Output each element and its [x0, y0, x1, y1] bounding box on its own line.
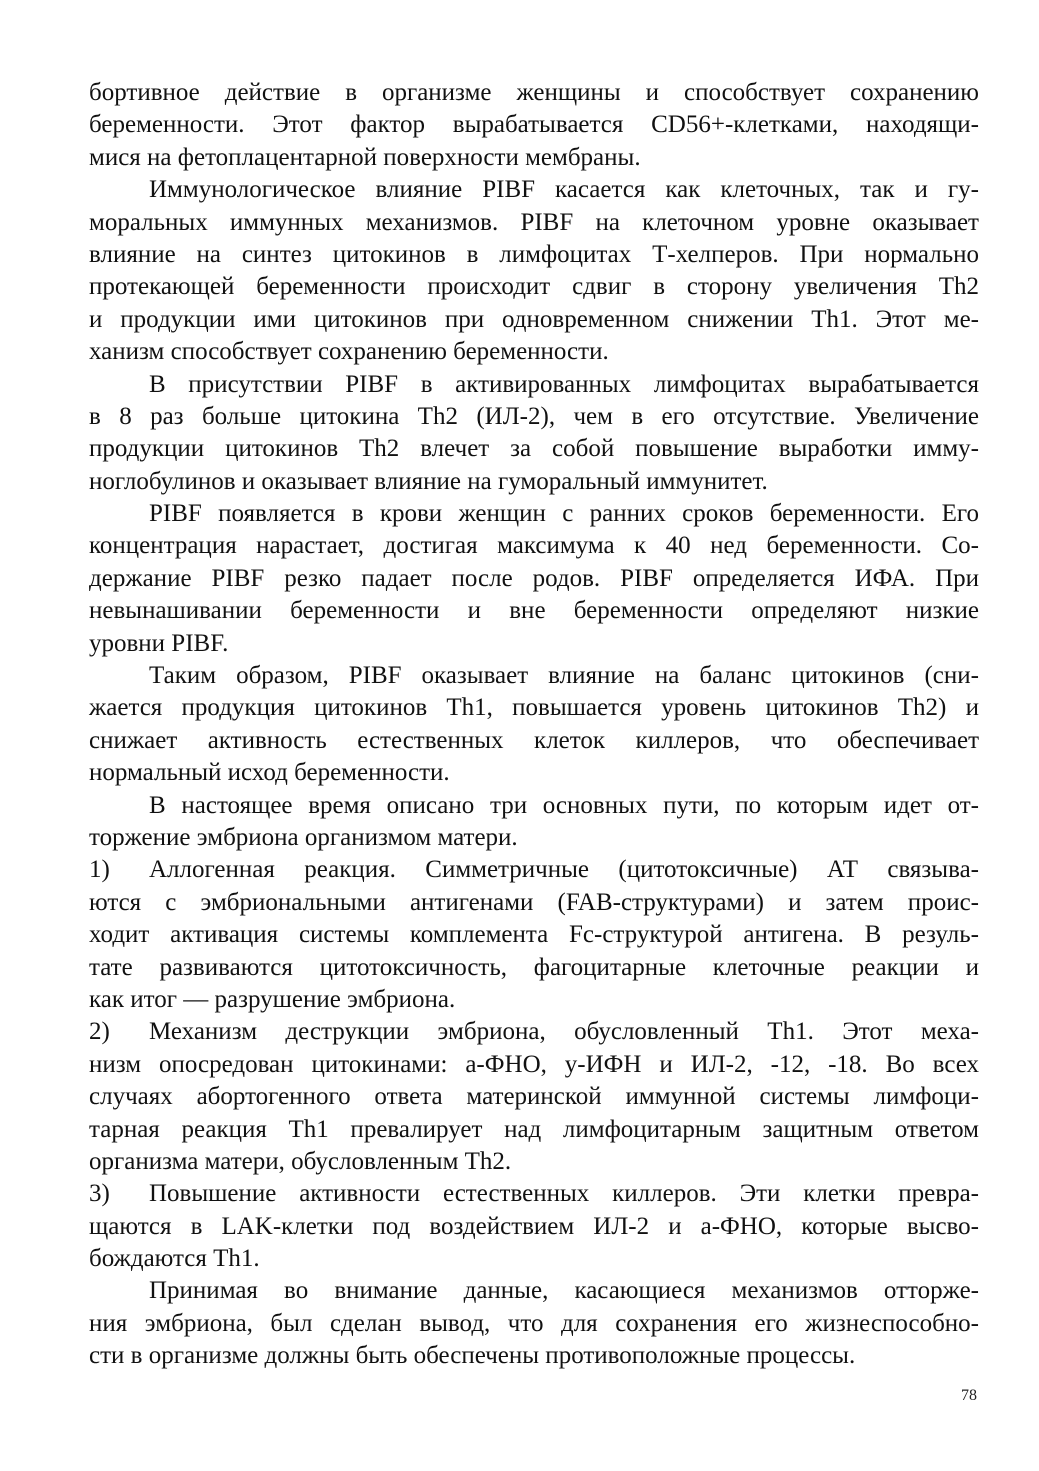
text-line: беременности. Этот фактор вырабатывается CD56+-клетками, находящи-: [89, 111, 979, 139]
text-line: в 8 раз больше цитокина Th2 (ИЛ-2), чем в его отсутствие. Увеличение: [89, 402, 979, 430]
list-marker: 1): [89, 856, 110, 884]
text-line: жается продукция цитокинов Th1, повышается уровень цитокинов Th2) и: [89, 694, 979, 722]
paragraph: [89, 790, 979, 855]
paragraph: [89, 1275, 979, 1372]
paragraph: [89, 174, 979, 368]
text-line: Иммунологическое влияние PIBF касается как клеточных, так и гу-: [149, 176, 979, 204]
text-line: В настоящее время описано три основных пути, по которым идет от-: [149, 791, 979, 819]
list-item: [89, 1178, 979, 1275]
list-item-text: Повышение активности естественных киллеров. Эти клетки превра-: [149, 1180, 979, 1208]
paragraph: [89, 498, 979, 660]
text-line: бортивное действие в организме женщины и способствует сохранению: [89, 79, 979, 106]
list-item-first-line: [89, 1016, 979, 1048]
list-item-first-line: [89, 854, 979, 886]
list-item-text: Аллогенная реакция. Симметричные (цитотоксичные) АТ связыва-: [149, 856, 979, 884]
text-line: влияние на синтез цитокинов в лимфоцитах Т-хелперов. При нормально: [89, 240, 979, 268]
paragraph: [89, 369, 979, 499]
text-line: торжение эмбриона организмом матери.: [89, 823, 518, 851]
text-line: ноглобулинов и оказывает влияние на гуморальный иммунитет.: [89, 467, 768, 495]
text-line: тате развиваются цитотоксичность, фагоцитарные клеточные реакции и: [89, 953, 979, 981]
text-line: PIBF появляется в крови женщин с ранних сроков беременности. Его: [149, 500, 979, 528]
text-line: щаются в LAK-клетки под воздействием ИЛ-2 и а-ФНО, которые высво-: [89, 1212, 979, 1240]
document-body: [89, 77, 979, 1373]
text-line: снижает активность естественных клеток киллеров, что обеспечивает: [89, 726, 979, 754]
text-line: ния эмбриона, был сделан вывод, что для сохранения его жизнеспособно-: [89, 1309, 979, 1337]
text-line: ханизм способствует сохранению беременности.: [89, 338, 609, 366]
text-line: и продукции ими цитокинов при одновременном снижении Th1. Этот ме-: [89, 305, 979, 333]
text-line: сти в организме должны быть обеспечены противоположные процессы.: [89, 1342, 856, 1370]
text-line: ются с эмбриональными антигенами (FAB-структурами) и затем проис-: [89, 888, 979, 916]
text-line: тарная реакция Th1 превалирует над лимфоцитарным защитным ответом: [89, 1115, 979, 1143]
paragraph: [89, 660, 979, 790]
text-line: мися на фетоплацентарной поверхности мембраны.: [89, 143, 641, 171]
list-item: [89, 854, 979, 1016]
text-line: продукции цитокинов Th2 влечет за собой повышение выработки имму-: [89, 435, 979, 463]
text-line: случаях абортогенного ответа материнской иммунной системы лимфоци-: [89, 1083, 979, 1111]
text-line: В присутствии PIBF в активированных лимфоцитах вырабатывается: [149, 370, 979, 398]
list-marker: 2): [89, 1018, 110, 1046]
text-line: ходит активация системы комплемента Fc-структурой антигена. В резуль-: [89, 921, 979, 949]
text-line: как итог — разрушение эмбриона.: [89, 985, 456, 1013]
text-line: уровни PIBF.: [89, 629, 229, 657]
list-item-first-line: [89, 1178, 979, 1210]
text-line: Принимая во внимание данные, касающиеся механизмов отторже-: [149, 1277, 979, 1305]
text-line: концентрация нарастает, достигая максимума к 40 нед беременности. Со-: [89, 532, 979, 560]
text-line: организма матери, обусловленным Th2.: [89, 1147, 512, 1175]
text-line: бождаются Th1.: [89, 1245, 260, 1273]
list-marker: 3): [89, 1180, 110, 1208]
text-line: протекающей беременности происходит сдвиг в сторону увеличения Th2: [89, 273, 979, 301]
page-number: 78: [961, 1387, 977, 1404]
text-line: моральных иммунных механизмов. PIBF на клеточном уровне оказывает: [89, 208, 979, 236]
list-item: [89, 1016, 979, 1178]
paragraph: [89, 77, 979, 174]
text-line: держание PIBF резко падает после родов. PIBF определяется ИФА. При: [89, 564, 979, 592]
text-line: Таким образом, PIBF оказывает влияние на баланс цитокинов (сни-: [149, 662, 979, 690]
text-line: невынашивании беременности и вне беременности определяют низкие: [89, 597, 979, 625]
list-item-text: Механизм деструкции эмбриона, обусловленный Th1. Этот меха-: [149, 1018, 979, 1046]
text-line: нормальный исход беременности.: [89, 759, 450, 787]
text-line: низм опосредован цитокинами: а-ФНО, у-ИФН и ИЛ-2, -12, -18. Во всех: [89, 1050, 979, 1078]
